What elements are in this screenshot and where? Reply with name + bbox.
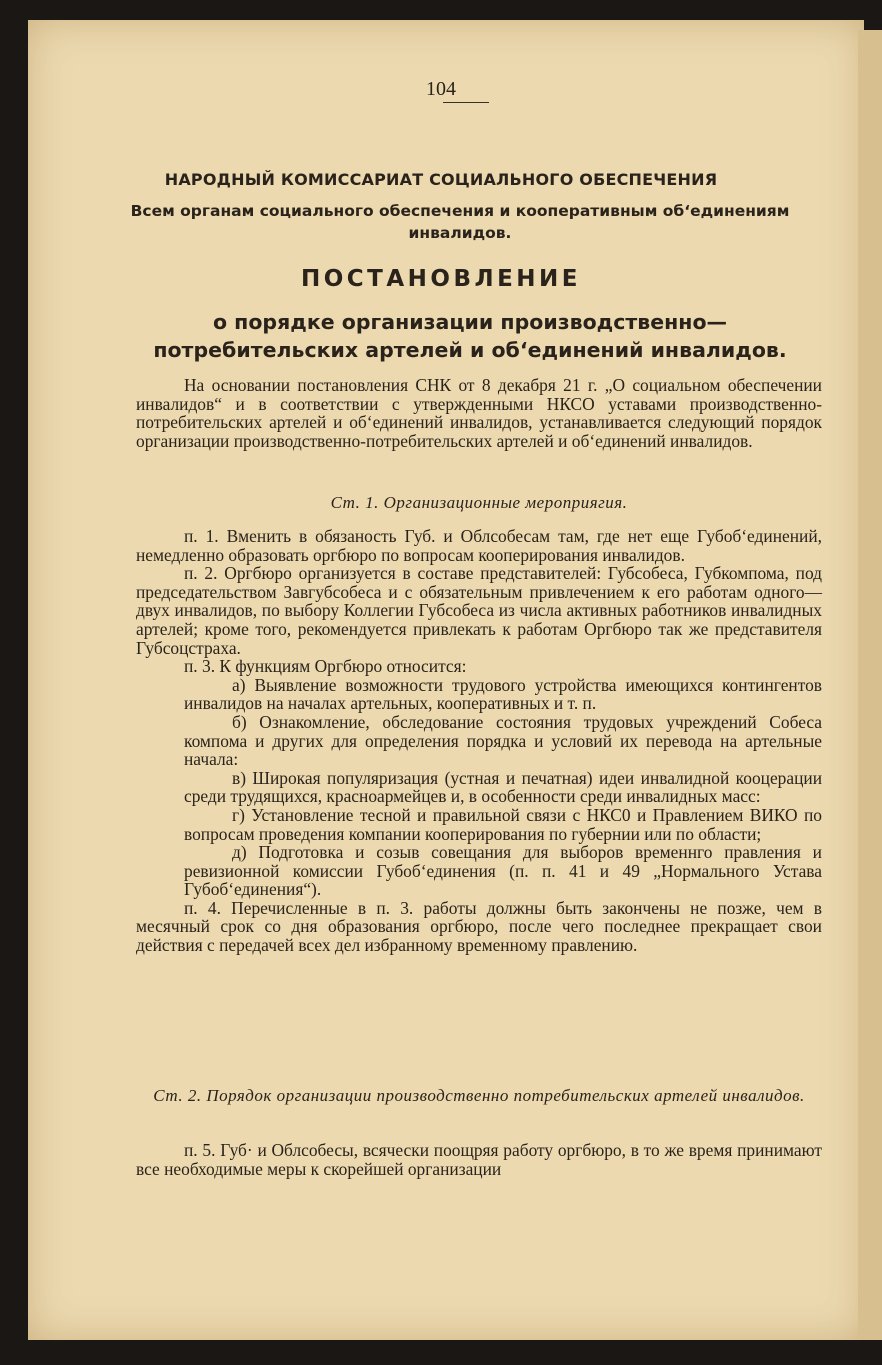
clause-3-v: в) Широкая популяризация (устная и печатная) идеи инвалидной кооцерации среди трудящихся, красноармейцев и, в особенности среди инвалидных масс:	[184, 767, 822, 807]
commissariat-heading: НАРОДНЫЙ КОМИССАРИАТ СОЦИАЛЬНОГО ОБЕСПЕЧЕНИЯ	[164, 170, 718, 189]
section-1-heading: Ст. 1. Организационные мероприягия.	[330, 493, 628, 512]
section-2	[136, 1086, 822, 1120]
document-subtitle: о порядке организации производственно—потребительских артелей и об‘единений инвалидов.	[153, 310, 787, 362]
clause-3: п. 3. К функциям Оргбюро относится:	[184, 656, 467, 677]
next-page-edge	[858, 30, 882, 1340]
section-2-body	[136, 1141, 822, 1178]
clause-1: п. 1. Вменить в обязаность Губ. и Облсобесам там, где нет еще Губоб‘единений, немедленно образовать оргбюро по вопросам кооперирования инвалидов.	[136, 526, 822, 565]
page-number: 104	[426, 78, 456, 100]
clause-3-b: б) Ознакомление, обследование состояния трудовых учреждений Собеса компома и других для определения порядка и условий их перевода на артельные начала:	[184, 711, 822, 770]
clause-3-g: г) Установление тесной и правильной связи с НКС0 и Правлением ВИКО по вопросам проведения компании кооперирования по губернии или по области;	[184, 804, 822, 844]
document-title: ПОСТАНОВЛЕНИЕ	[300, 266, 582, 292]
section-1	[136, 493, 822, 955]
clause-4: п. 4. Перечисленные в п. 3. работы должны быть закончены не позже, чем в месячный срок со дня образования оргбюро, после чего последнее прекращает свои действия с передачей всех дел избранному временному правлению.	[136, 897, 822, 956]
intro-block	[136, 376, 822, 450]
page-number-rule	[443, 102, 489, 103]
clause-3-a: а) Выявление возможности трудового устройства имеющихся контингентов инвалидов на началах артельных, кооперативных и т. п.	[184, 674, 822, 714]
clause-3-d: д) Подготовка и созыв совещания для выборов временнго правления и ревизионной комиссии Губоб‘единения (п. п. 41 и 49 „Нормального Устава Губоб‘единения“).	[184, 842, 822, 900]
clause-2: п. 2. Оргбюро организуется в составе представителей: Губсобеса, Губкомпома, под председательством Завгубсобеса и с обязательным привлечением к его работам одного—двух инвалидов, по выбору Коллегии Губсобеса из числа активных работников инвалидных артелей; кроме того, рекомендуется привлекать к работам Оргбюро так же представителя Губсоцстраха.	[136, 563, 822, 658]
intro-paragraph: На основании постановления СНК от 8 декабря 21 г. „О социальном обеспечении инвалидов“ и в соответствии с утвержденными НКСО уставами производственно-потребительских артелей и об‘единений инвалидов, устанавливается следующий порядок организации производственно-потребительских артелей и об‘единений инвалидов.	[136, 375, 822, 451]
addressee-line: Всем органам социального обеспечения и кооперативным об‘единениям инвалидов.	[130, 202, 790, 242]
section-2-heading: Ст. 2. Порядок организации производственно потребительских артелей инвалидов.	[153, 1086, 805, 1105]
clause-5: п. 5. Губ· и Облсобесы, всячески поощряя работу оргбюро, в то же время принимают все необходимые меры к скорейшей организации	[136, 1140, 822, 1179]
